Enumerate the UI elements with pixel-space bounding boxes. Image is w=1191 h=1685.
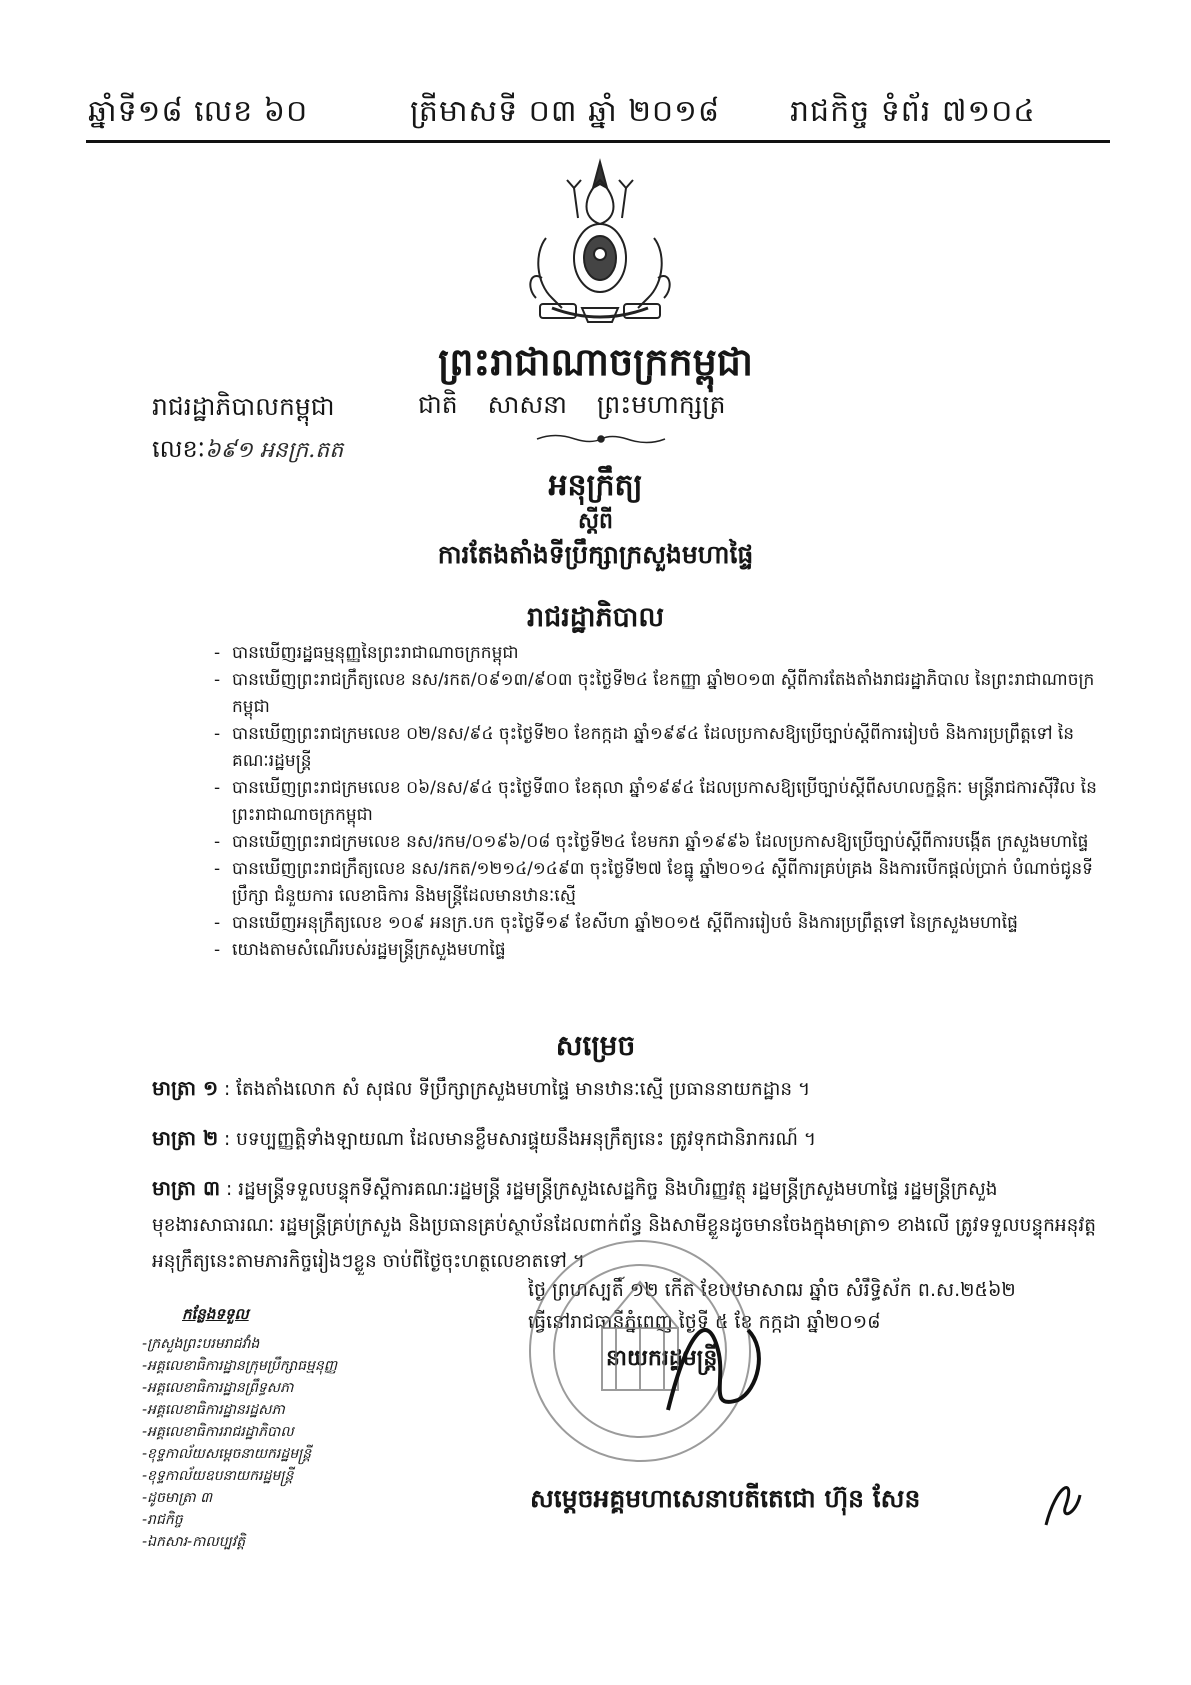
article-text: បទប្បញ្ញត្តិទាំងឡាយណា ដែលមានខ្លឹមសារផ្ទុយនឹងអនុក្រឹត្យនេះ ត្រូវទុកជានិរាករណ៍ ។ xyxy=(236,1129,817,1150)
consideration-item: - បានឃើញអនុក្រឹត្យលេខ ១០៩ អនក្រ.បក ចុះថ្ងៃទី១៩ ខែសីហា ឆ្នាំ២០១៥ ស្តីពីការរៀបចំ និងការប្រព្រឹត្តទៅ នៃក្រសួងមហាផ្ទៃ xyxy=(214,913,1018,933)
consideration-item: - បានឃើញព្រះរាជក្រឹត្យលេខ នស/រកត/០៩១៣/៩០៣ ចុះថ្ងៃទី២៤ ខែកញ្ញា ឆ្នាំ២០១៣ ស្តីពីការតែងតាំងរាជរដ្ឋាភិបាល នៃព្រះរាជាណាចក្រកម្ពុជា xyxy=(214,670,1095,717)
recipients-heading: កន្លែងទទួល xyxy=(182,1305,249,1323)
recipients-list xyxy=(142,1333,337,1553)
article-3: មាត្រា ៣ : រដ្ឋមន្ត្រីទទួលបន្ទុកទីស្តីការគណៈរដ្ឋមន្ត្រី រដ្ឋមន្ត្រីក្រសួងសេដ្ឋកិច្ច និងហិរញ្ញវត្ថុ រដ្ឋមន្ត្រីក្រសួងមហាផ្ទៃ រដ្ឋមន្ត្រីក្រសួងមុខងារសាធារណៈ រដ្ឋមន្ត្រីគ្រប់ក្រសួង និងប្រធានគ្រប់ស្ថាប័នដែលពាក់ព័ន្ធ និងសាមីខ្លួនដូចមានចែងក្នុងមាត្រា១ ខាងលើ ត្រូវទទួលបន្ទុកអនុវត្តអនុក្រឹត្យនេះតាមភារកិច្ចរៀងៗខ្លួន ចាប់ពីថ្ងៃចុះហត្ថលេខាតទៅ ។ xyxy=(152,1176,1096,1272)
recipient-item: -អគ្គលេខាធិការដ្ឋានរដ្ឋសភា xyxy=(142,1402,285,1418)
article-label: មាត្រា ១ xyxy=(152,1076,219,1100)
consideration-item: - បានឃើញរដ្ឋធម្មនុញ្ញនៃព្រះរាជាណាចក្រកម្ពុជា xyxy=(214,643,519,663)
issue-info: ឆ្នាំទី១៨ លេខ ៦០ xyxy=(88,94,309,129)
quarter-info: ត្រីមាសទី ០៣ ឆ្នាំ ២០១៨ xyxy=(410,94,721,129)
signer-name: សម្តេចអគ្គមហាសេនាបតីតេជោ ហ៊ុន សែន xyxy=(530,1484,921,1513)
considerations-list xyxy=(214,640,1098,964)
recipient-item: -អគ្គលេខាធិការដ្ឋានក្រុមប្រឹក្សាធម្មនុញ្ញ xyxy=(142,1358,338,1374)
decree-number xyxy=(152,434,343,469)
article-text: រដ្ឋមន្ត្រីទទួលបន្ទុកទីស្តីការគណៈរដ្ឋមន្ត្រី រដ្ឋមន្ត្រីក្រសួងសេដ្ឋកិច្ច និងហិរញ្ញវត្ថុ រដ្ឋមន្ត្រីក្រសួងមហាផ្ទៃ រដ្ឋមន្ត្រីក្រសួងមុខងារសាធារណៈ រដ្ឋមន្ត្រីគ្រប់ក្រសួង និងប្រធានគ្រប់ស្ថាប័នដែលពាក់ព័ន្ធ និងសាមីខ្លួនដូចមានចែងក្នុងមាត្រា១ ខាងលើ ត្រូវទទួលបន្ទុកអនុវត្តអនុក្រឹត្យនេះតាមភារកិច្ចរៀងៗខ្លួន ចាប់ពីថ្ងៃចុះហត្ថលេខាតទៅ ។ xyxy=(152,1179,1096,1272)
initials-signature xyxy=(1036,1465,1086,1535)
kingdom-title: ព្រះរាជាណាចក្រកម្ពុជា xyxy=(438,340,753,384)
article-text: តែងតាំងលោក សំ សុផល ទីប្រឹក្សាក្រសួងមហាផ្ទៃ មានឋានៈស្មើ ប្រធាននាយកដ្ឋាន ។ xyxy=(236,1079,811,1100)
consideration-item: - បានឃើញព្រះរាជក្រមលេខ ០៦/នស/៩៤ ចុះថ្ងៃទី៣០ ខែតុលា ឆ្នាំ១៩៩៤ ដែលប្រកាសឱ្យប្រើច្បាប់ស្តីពីសហលក្ខន្តិកៈ មន្ត្រីរាជការស៊ីវិល នៃព្រះរាជាណាចក្រកម្ពុជា xyxy=(214,778,1097,825)
article-label: មាត្រា ៣ xyxy=(152,1176,221,1200)
lunar-date: ថ្ងៃ ព្រហស្បតិ៍ ១២ កើត ខែបឋមាសាឍ ឆ្នាំច សំរឹទ្ធិស័ក ព.ស.២៥៦២ xyxy=(528,1279,1016,1301)
header-rule xyxy=(86,140,1110,143)
document-type: អនុក្រឹត្យ xyxy=(548,468,643,503)
royal-arms-emblem xyxy=(512,158,688,330)
article-1: មាត្រា ១ : តែងតាំងលោក សំ សុផល ទីប្រឹក្សាក្រសួងមហាផ្ទៃ មានឋានៈស្មើ ប្រធាននាយកដ្ឋាន ។ xyxy=(152,1076,811,1100)
article-label: មាត្រា ២ xyxy=(152,1126,219,1150)
number-label: លេខៈ xyxy=(152,435,206,463)
consideration-item: - បានឃើញព្រះរាជក្រមលេខ ០២/នស/៩៤ ចុះថ្ងៃទី២០ ខែកក្កដា ឆ្នាំ១៩៩៤ ដែលប្រកាសឱ្យប្រើច្បាប់ស្តីពីការរៀបចំ និងការប្រព្រឹត្តទៅ នៃគណៈរដ្ឋមន្ត្រី xyxy=(214,724,1075,771)
consideration-item: - យោងតាមសំណើរបស់រដ្ឋមន្ត្រីក្រសួងមហាផ្ទៃ xyxy=(214,940,506,960)
government-name: រាជរដ្ឋាភិបាលកម្ពុជា xyxy=(152,392,335,421)
article-2: មាត្រា ២ : បទប្បញ្ញត្តិទាំងឡាយណា ដែលមានខ្លឹមសារផ្ទុយនឹងអនុក្រឹត្យនេះ ត្រូវទុកជានិរាករណ៍ ។ xyxy=(152,1126,817,1150)
divider-ornament xyxy=(535,432,667,446)
handwritten-signature xyxy=(648,1290,778,1430)
number-value: ៦៩១ អនក្រ.តត xyxy=(205,438,344,463)
recipient-item: -ខុទ្ទកាល័យសម្តេចនាយករដ្ឋមន្ត្រី xyxy=(142,1446,312,1462)
document-subject: ការតែងតាំងទីប្រឹក្សាក្រសួងមហាផ្ទៃ xyxy=(437,540,754,569)
gazette-page: រាជកិច្ច ទំព័រ ៧១០៤ xyxy=(790,94,1036,129)
consideration-item: - បានឃើញព្រះរាជក្រឹត្យលេខ នស/រកត/១២១៤/១៤៩៣ ចុះថ្ងៃទី២៧ ខែធ្នូ ឆ្នាំ២០១៤ ស្តីពីការគ្រប់គ្រង និងការបើកផ្តល់ប្រាក់ បំណាច់ជូនទីប្រឹក្សា ជំនួយការ លេខាធិការ និងមន្ត្រីដែលមានឋានៈស្មើ xyxy=(214,859,1093,906)
consideration-item: - បានឃើញព្រះរាជក្រមលេខ នស/រកម/០១៩៦/០៨ ចុះថ្ងៃទី២៤ ខែមករា ឆ្នាំ១៩៩៦ ដែលប្រកាសឱ្យប្រើច្បាប់ស្តីពីការបង្កើត ក្រសួងមហាផ្ទៃ xyxy=(214,832,1089,852)
recipient-item: -ឯកសារ-កាលប្បវត្តិ xyxy=(142,1534,246,1550)
recipient-item: -អគ្គលេខាធិការដ្ឋានព្រឹទ្ធសភា xyxy=(142,1380,294,1396)
recipient-item: -ក្រសួងព្រះបរមរាជវាំង xyxy=(142,1336,260,1352)
national-motto: ជាតិ សាសនា ព្រះមហាក្សត្រ xyxy=(418,390,726,419)
place-date: ធ្វើនៅរាជធានីភ្នំពេញ ថ្ងៃទី ៥ ខែ កក្កដា ឆ្នាំ២០១៨ xyxy=(528,1311,881,1333)
signer-title: នាយករដ្ឋមន្ត្រី xyxy=(606,1346,718,1371)
recipient-item: -អគ្គលេខាធិការរាជរដ្ឋាភិបាល xyxy=(142,1424,294,1440)
recipient-item: -ដូចមាត្រា ៣ xyxy=(142,1490,213,1506)
decides-heading: សម្រេច xyxy=(555,1029,636,1062)
issuer-heading: រាជរដ្ឋាភិបាល xyxy=(526,602,665,633)
recipient-item: -ខុទ្ទកាល័យឧបនាយករដ្ឋមន្ត្រី xyxy=(142,1468,294,1484)
about-label: ស្តីពី xyxy=(578,509,613,534)
recipient-item: -រាជកិច្ច xyxy=(142,1512,183,1528)
